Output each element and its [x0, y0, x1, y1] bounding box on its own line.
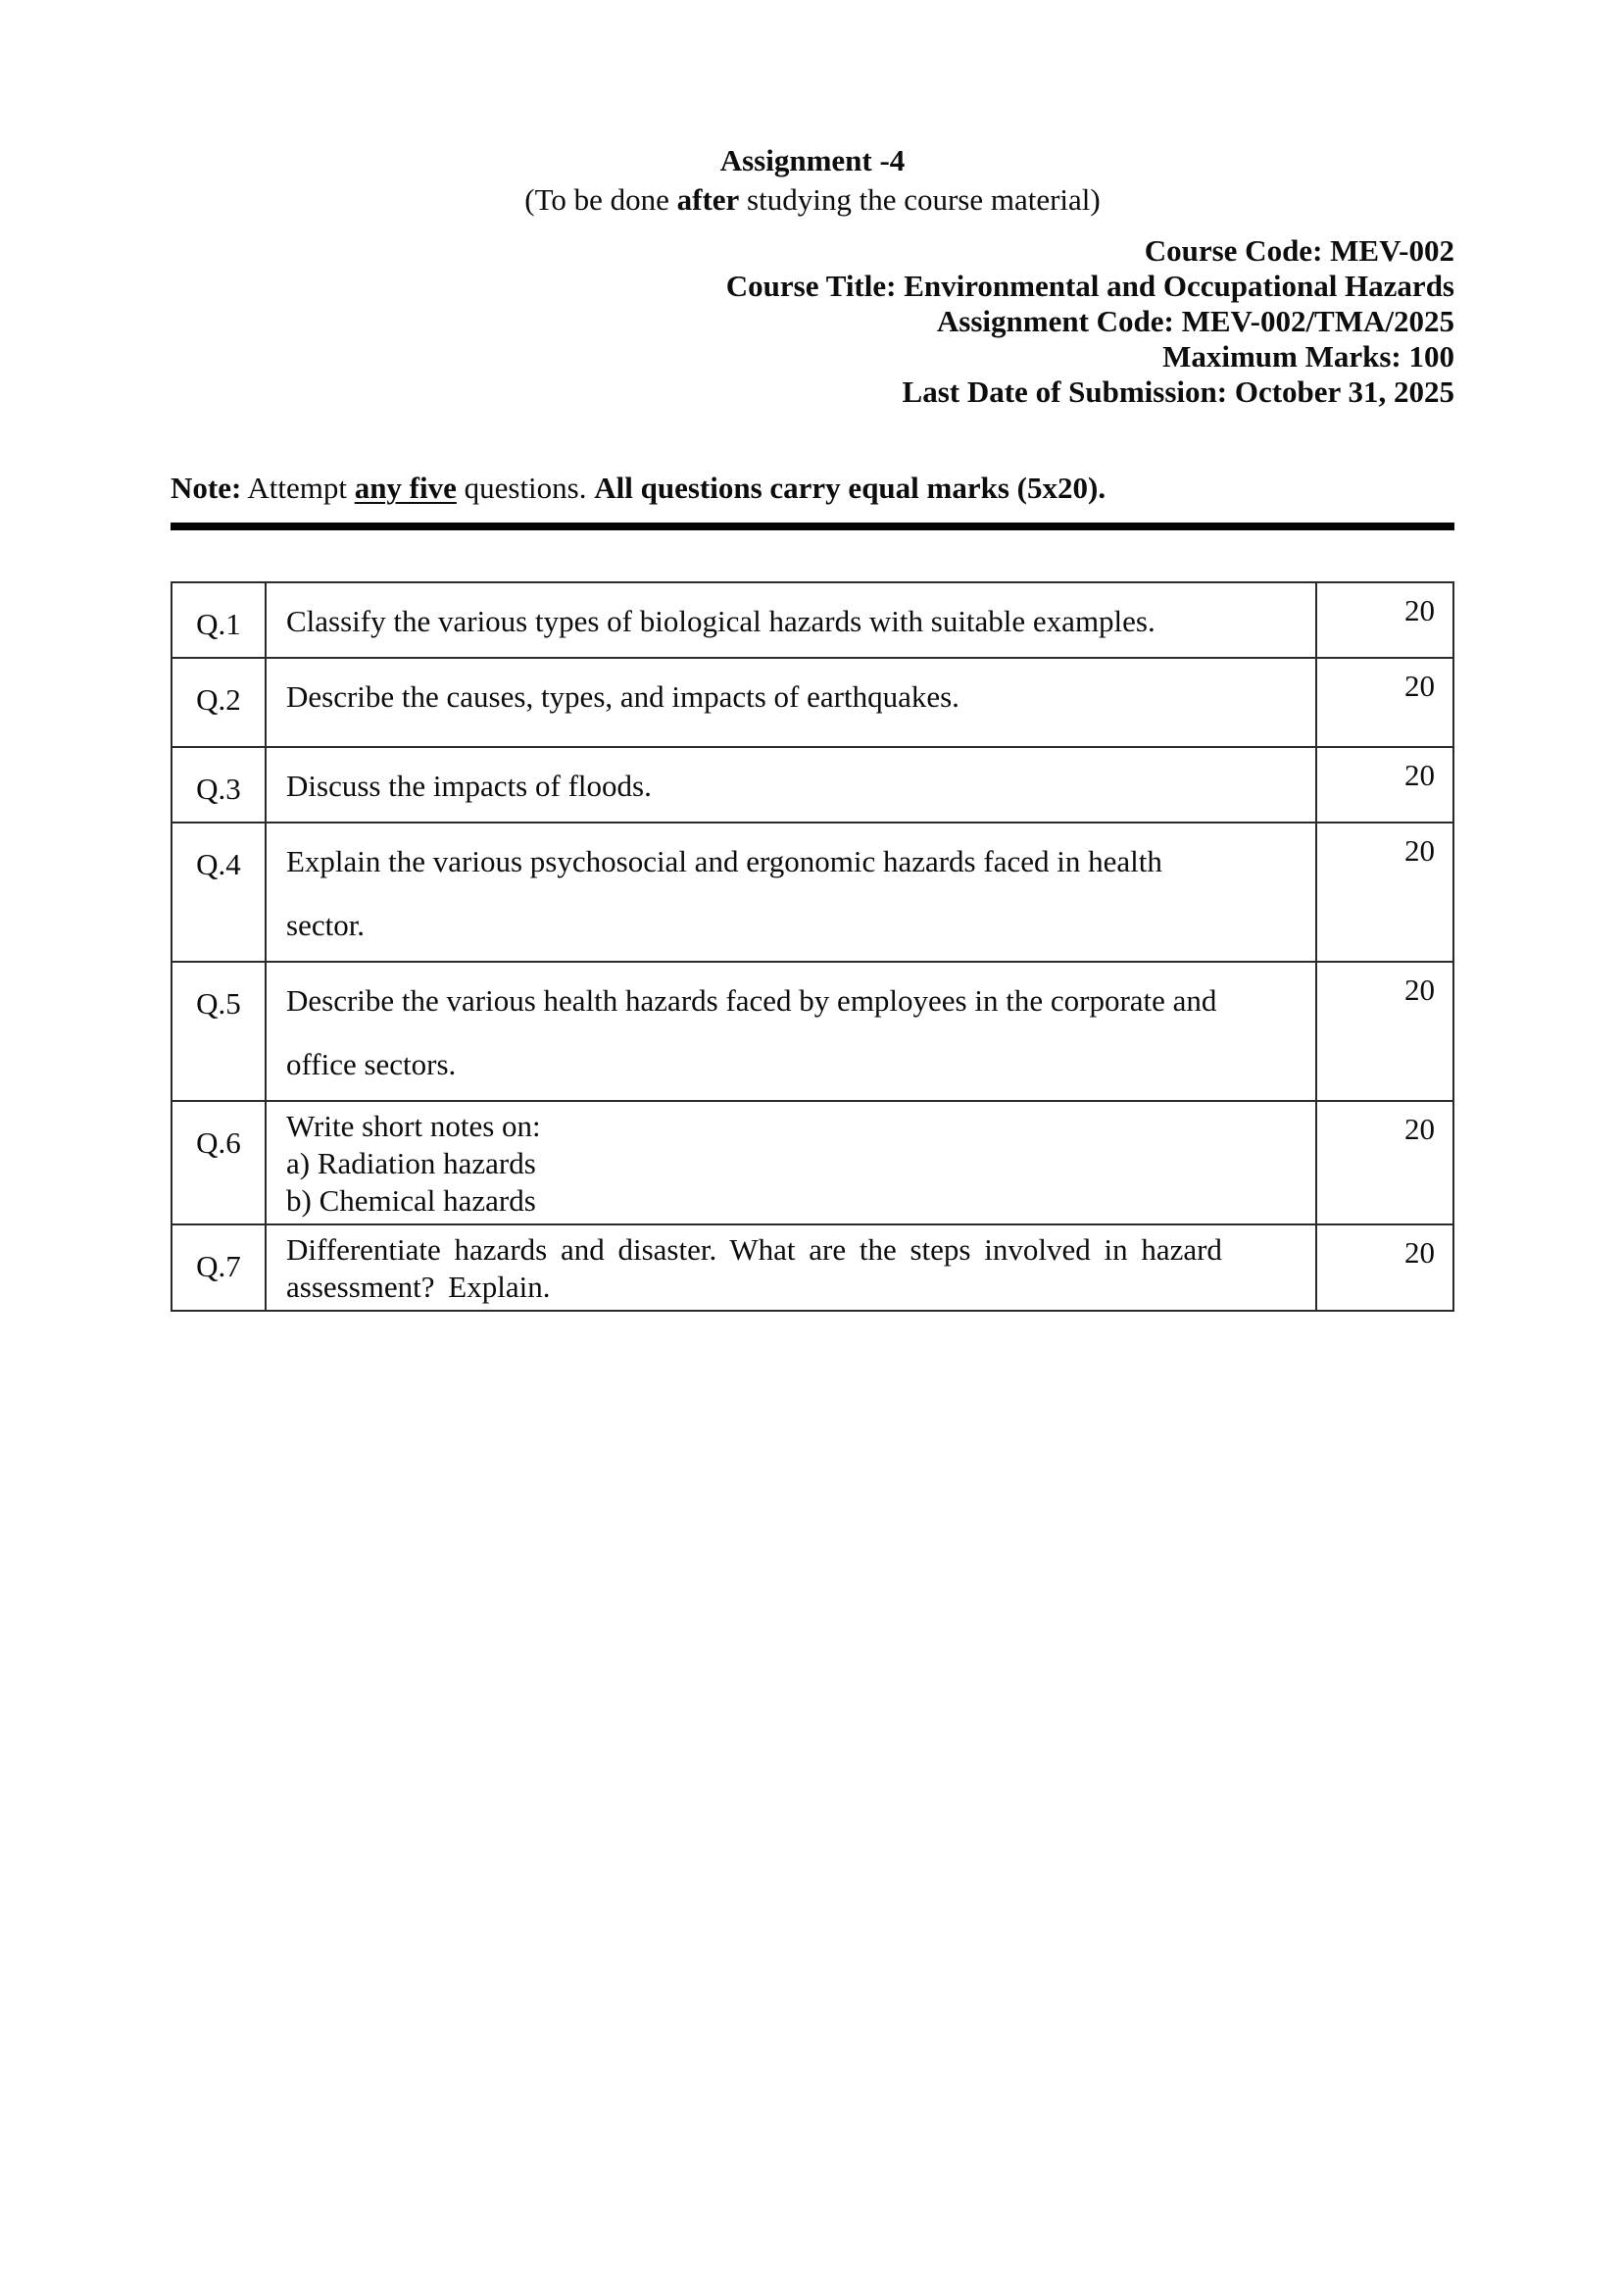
- note-bold-tail: All questions carry equal marks (5x20).: [594, 471, 1107, 505]
- marks-cell: 20: [1404, 973, 1435, 1007]
- question-line: Describe the various health hazards faced by employees in the corporate and: [286, 983, 1217, 1018]
- question-text: [267, 1225, 1317, 1310]
- question-number: Q.1: [172, 583, 267, 657]
- course-info-block: [171, 233, 1454, 410]
- horizontal-divider-rule: [171, 523, 1454, 530]
- question-number: Q.7: [172, 1225, 267, 1310]
- note-underlined-phrase: any five: [354, 471, 457, 505]
- marks-cell: 20: [1404, 593, 1435, 627]
- marks-cell: 20: [1404, 1235, 1435, 1270]
- note-text-2: questions.: [456, 471, 595, 505]
- question-text: [267, 824, 1317, 961]
- note-text-1: Attempt: [241, 471, 355, 505]
- document-content: [171, 0, 1454, 1312]
- assignment-code-line: Assignment Code: MEV-002/TMA/2025: [936, 304, 1454, 338]
- question-number: Q.4: [172, 824, 267, 961]
- assignment-subtitle: [171, 180, 1454, 220]
- subtitle-prefix: (To be done: [524, 182, 677, 217]
- marks-cell: 20: [1404, 1112, 1435, 1146]
- marks-cell: 20: [1404, 669, 1435, 703]
- table-row: [172, 963, 1452, 1102]
- marks-cell: 20: [1404, 833, 1435, 868]
- table-row: [172, 1225, 1452, 1310]
- course-code-line: Course Code: MEV-002: [1144, 233, 1454, 268]
- question-line: Write short notes on:: [286, 1109, 541, 1143]
- question-number: Q.5: [172, 963, 267, 1100]
- question-line: Describe the causes, types, and impacts of earthquakes.: [286, 679, 959, 714]
- question-text: [267, 963, 1317, 1100]
- subtitle-bold-word: after: [676, 182, 740, 217]
- question-line: Differentiate hazards and disaster. What are the steps involved in hazard: [286, 1232, 1222, 1267]
- question-line: office sectors.: [286, 1047, 457, 1081]
- question-line: Classify the various types of biological hazards with suitable examples.: [286, 604, 1156, 638]
- question-line: a) Radiation hazards: [286, 1146, 536, 1180]
- table-row: [172, 824, 1452, 963]
- table-row: [172, 1102, 1452, 1225]
- course-title-line: Course Title: Environmental and Occupational Hazards: [725, 269, 1454, 303]
- assignment-title: Assignment -4: [719, 143, 906, 177]
- marks-cell: 20: [1404, 758, 1435, 792]
- question-line: b) Chemical hazards: [286, 1183, 536, 1218]
- note-label: Note:: [171, 471, 242, 505]
- table-row: [172, 659, 1452, 748]
- question-text: [267, 583, 1317, 657]
- question-line: sector.: [286, 908, 366, 942]
- question-text: [267, 659, 1317, 746]
- question-text: [267, 1102, 1317, 1223]
- question-number: Q.2: [172, 659, 267, 746]
- question-text: [267, 748, 1317, 822]
- last-date-line: Last Date of Submission: October 31, 2025: [902, 374, 1454, 409]
- question-line: assessment? Explain.: [286, 1270, 551, 1304]
- table-row: [172, 748, 1452, 824]
- table-row: [172, 583, 1452, 659]
- question-number: Q.3: [172, 748, 267, 822]
- question-number: Q.6: [172, 1102, 267, 1223]
- question-line: Discuss the impacts of floods.: [286, 769, 652, 803]
- subtitle-suffix: studying the course material): [739, 182, 1101, 217]
- maximum-marks-line: Maximum Marks: 100: [1162, 339, 1454, 374]
- question-table: [171, 581, 1454, 1312]
- question-line: Explain the various psychosocial and ergonomic hazards faced in health: [286, 844, 1162, 878]
- note-line: [171, 470, 1454, 507]
